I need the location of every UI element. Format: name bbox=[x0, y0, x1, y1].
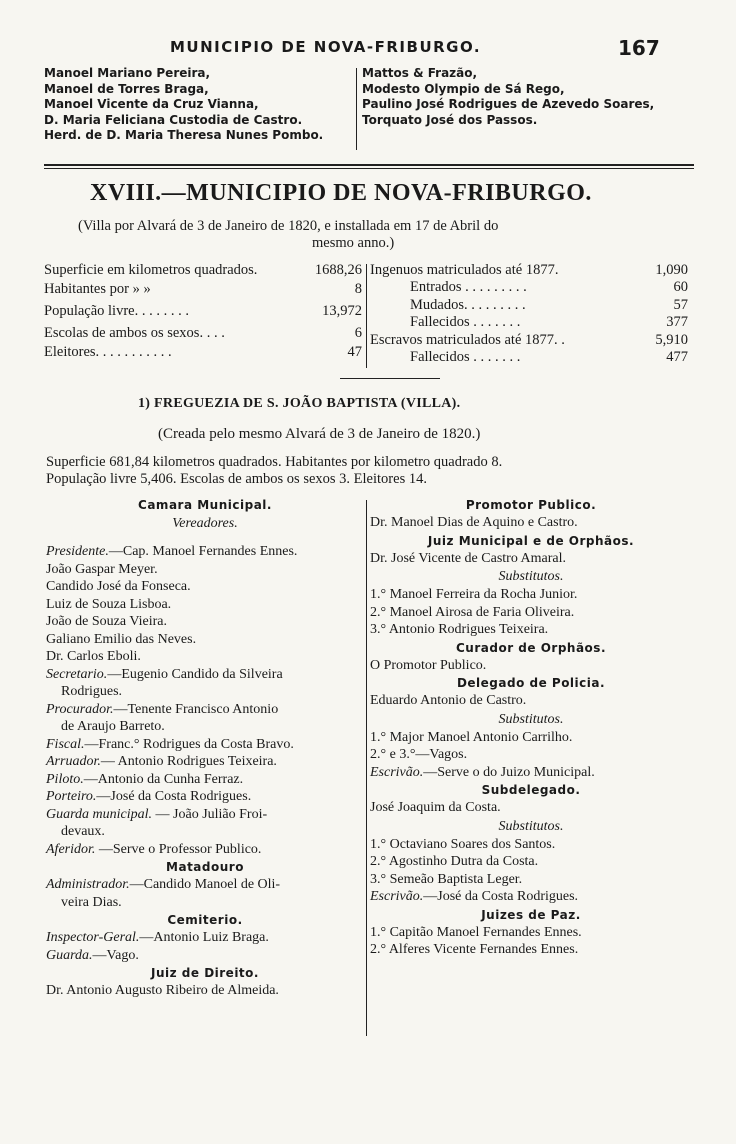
official-continued: veira Dias. bbox=[61, 894, 122, 910]
stat-label: Escolas de ambos os sexos. . . . bbox=[44, 325, 225, 341]
column-heading: Matadouro bbox=[166, 860, 244, 874]
column-subheading: Substitutos. bbox=[498, 711, 564, 727]
stat-value: 60 bbox=[673, 279, 688, 296]
stat-row bbox=[44, 281, 362, 303]
official-role: Procurador. bbox=[46, 701, 114, 717]
stat-label: Ingenuos matriculados até 1877. bbox=[370, 262, 559, 278]
official-name: —José da Costa Rodrigues. bbox=[96, 789, 252, 804]
continuation-list-left bbox=[44, 66, 323, 144]
running-header: MUNICIPIO DE NOVA-FRIBURGO. bbox=[170, 38, 482, 56]
parish-info-line1: Superficie 681,84 kilometros quadrados. Habitantes por kilometro quadrado 8. bbox=[46, 454, 503, 470]
official-entry bbox=[370, 764, 692, 782]
statistics-right bbox=[370, 262, 688, 366]
official-name: — Antonio Rodrigues Teixeira. bbox=[100, 754, 277, 769]
stat-value: 13,972 bbox=[322, 303, 362, 319]
official-role: Piloto. bbox=[46, 771, 84, 787]
section-rule-thin bbox=[44, 168, 694, 169]
stat-row bbox=[370, 279, 688, 296]
official-line: 2.° Manoel Airosa de Faria Oliveira. bbox=[370, 604, 575, 620]
stat-value: 1,090 bbox=[655, 262, 688, 278]
continuation-name: Modesto Olympio de Sá Rego, bbox=[362, 81, 565, 96]
column-subheading: Substitutos. bbox=[498, 818, 564, 834]
official-line: João Gaspar Meyer. bbox=[46, 561, 158, 577]
official-line: Eduardo Antonio de Castro. bbox=[370, 693, 527, 708]
stat-value: 1688,26 bbox=[314, 262, 362, 278]
stat-value: 5,910 bbox=[655, 331, 688, 348]
official-entry bbox=[46, 771, 364, 789]
continuation-name: Manoel de Torres Braga, bbox=[44, 81, 209, 96]
short-rule bbox=[340, 378, 440, 379]
continuation-name: Torquato José dos Passos. bbox=[362, 112, 538, 127]
official-role: Guarda municipal. bbox=[46, 806, 153, 822]
official-role: Escrivão. bbox=[370, 889, 424, 904]
stat-value: 8 bbox=[354, 281, 362, 297]
column-heading: Camara Municipal. bbox=[138, 498, 272, 512]
official-entry bbox=[46, 753, 364, 771]
officials-left-column bbox=[46, 496, 364, 1000]
official-name: — João Julião Froi- bbox=[152, 806, 268, 822]
spacer bbox=[46, 533, 364, 543]
stat-label: Escravos matriculados até 1877. . bbox=[370, 331, 565, 348]
continuation-name: Manoel Vicente da Cruz Vianna, bbox=[44, 97, 259, 111]
stat-value: 377 bbox=[666, 314, 688, 331]
continuation-name: Herd. de D. Maria Theresa Nunes Pombo. bbox=[44, 128, 324, 142]
column-divider-top bbox=[356, 68, 357, 150]
official-entry bbox=[46, 947, 364, 965]
official-line: João de Souza Vieira. bbox=[46, 614, 167, 629]
column-divider-bottom bbox=[366, 500, 367, 1036]
stat-row bbox=[370, 297, 688, 314]
official-entry bbox=[46, 806, 364, 824]
official-entry bbox=[46, 876, 364, 894]
official-line: José Joaquim da Costa. bbox=[370, 800, 501, 815]
parish-info-line2: População livre 5,406. Escolas de ambos os sexos 3. Eleitores 14. bbox=[46, 471, 427, 487]
official-entry bbox=[46, 701, 364, 719]
section-title: XVIII.—MUNICIPIO DE NOVA-FRIBURGO. bbox=[90, 180, 592, 206]
official-line: 2.° e 3.°—Vagos. bbox=[370, 747, 468, 762]
column-subheading: Substitutos. bbox=[498, 569, 564, 584]
parish-title: 1) FREGUEZIA DE S. JOÃO BAPTISTA (VILLA). bbox=[138, 396, 461, 411]
continuation-name: Paulino José Rodrigues de Azevedo Soares, bbox=[362, 97, 655, 111]
stat-row bbox=[44, 344, 362, 361]
officials-right-column bbox=[370, 496, 692, 959]
stat-label: População livre. . . . . . . . bbox=[44, 303, 189, 319]
official-role: Presidente. bbox=[46, 544, 109, 559]
column-heading: Promotor Publico. bbox=[465, 498, 597, 512]
official-role: Aferidor. bbox=[46, 841, 96, 857]
official-entry bbox=[46, 929, 364, 947]
section-rule bbox=[44, 164, 694, 166]
official-line: 1.° Octaviano Soares dos Santos. bbox=[370, 836, 556, 852]
official-name: —José da Costa Rodrigues. bbox=[423, 889, 579, 904]
column-heading: Juizes de Paz. bbox=[481, 907, 581, 922]
official-name: —Serve o do Juizo Municipal. bbox=[423, 764, 595, 780]
official-name: —Vago. bbox=[92, 947, 139, 963]
stat-row bbox=[370, 262, 688, 279]
stat-row bbox=[370, 314, 688, 331]
official-line: Dr. Carlos Eboli. bbox=[46, 649, 141, 664]
official-name: —Cap. Manoel Fernandes Ennes. bbox=[108, 544, 298, 559]
official-name: —Candido Manoel de Oli- bbox=[129, 877, 281, 892]
official-line: 2.° Agostinho Dutra da Costa. bbox=[370, 854, 539, 869]
stat-label: Habitantes por » » bbox=[44, 281, 151, 297]
official-continued: de Araujo Barreto. bbox=[61, 719, 165, 734]
stat-label: Entrados . . . . . . . . . bbox=[410, 279, 527, 296]
official-line: 1.° Capitão Manoel Fernandes Ennes. bbox=[370, 924, 582, 940]
stat-value: 6 bbox=[354, 325, 362, 341]
stat-label: Mudados. . . . . . . . . bbox=[410, 296, 526, 313]
official-entry bbox=[46, 666, 364, 684]
column-heading: Juiz Municipal e de Orphãos. bbox=[427, 533, 635, 548]
continuation-name: D. Maria Feliciana Custodia de Castro. bbox=[44, 112, 303, 127]
official-entry bbox=[370, 888, 692, 906]
official-line: O Promotor Publico. bbox=[370, 657, 487, 673]
stat-label: Fallecidos . . . . . . . bbox=[410, 348, 521, 365]
official-role: Arruador. bbox=[46, 754, 101, 769]
official-line: Galiano Emilio das Neves. bbox=[46, 631, 197, 647]
stat-value: 57 bbox=[673, 296, 688, 313]
official-line: 1.° Major Manoel Antonio Carrilho. bbox=[370, 729, 573, 745]
official-line: 3.° Antonio Rodrigues Teixeira. bbox=[370, 622, 549, 637]
official-entry bbox=[46, 788, 364, 806]
official-role: Guarda. bbox=[46, 947, 93, 963]
official-line: Dr. José Vicente de Castro Amaral. bbox=[370, 550, 567, 566]
parish-note: (Creada pelo mesmo Alvará de 3 de Janeiro de 1820.) bbox=[158, 426, 481, 442]
stat-row bbox=[370, 349, 688, 366]
official-entry bbox=[46, 736, 364, 754]
official-line: Dr. Manoel Dias de Aquino e Castro. bbox=[370, 515, 578, 530]
official-role: Escrivão. bbox=[370, 764, 424, 780]
official-line: 2.° Alferes Vicente Fernandes Ennes. bbox=[370, 942, 579, 957]
continuation-name: Mattos & Frazão, bbox=[362, 66, 478, 80]
page-number: 167 bbox=[618, 36, 660, 60]
official-line: Candido José da Fonseca. bbox=[46, 579, 191, 594]
section-note-line1: (Villa por Alvará de 3 de Janeiro de 1820, e installada em 17 de Abril do bbox=[78, 218, 499, 234]
official-continued: Rodrigues. bbox=[61, 684, 123, 699]
column-heading: Juiz de Direito. bbox=[151, 966, 259, 980]
official-role: Inspector-Geral. bbox=[46, 930, 140, 945]
continuation-name: Manoel Mariano Pereira, bbox=[44, 66, 211, 80]
official-line: Dr. Antonio Augusto Ribeiro de Almeida. bbox=[46, 983, 279, 998]
continuation-list-right bbox=[362, 66, 654, 128]
official-name: —Serve o Professor Publico. bbox=[95, 841, 262, 857]
column-heading: Curador de Orphãos. bbox=[456, 640, 606, 655]
section-note-line2: mesmo anno.) bbox=[312, 235, 395, 251]
column-heading: Delegado de Policia. bbox=[456, 676, 606, 690]
column-heading: Cemiterio. bbox=[167, 913, 243, 927]
stat-row bbox=[370, 332, 688, 349]
official-role: Administrador. bbox=[46, 877, 130, 892]
column-subheading: Vereadores. bbox=[172, 516, 238, 531]
official-line: Luiz de Souza Lisboa. bbox=[46, 596, 172, 612]
official-continued: devaux. bbox=[61, 824, 105, 839]
official-name: —Antonio da Cunha Ferraz. bbox=[83, 771, 244, 787]
official-name: —Franc.° Rodrigues da Costa Bravo. bbox=[84, 736, 294, 752]
stats-divider bbox=[366, 264, 367, 368]
official-role: Secretario. bbox=[46, 666, 108, 682]
stat-row bbox=[44, 262, 362, 281]
stat-row bbox=[44, 303, 362, 325]
stat-row bbox=[44, 325, 362, 344]
official-role: Porteiro. bbox=[46, 789, 97, 804]
stat-value: 47 bbox=[347, 344, 362, 360]
official-name: —Tenente Francisco Antonio bbox=[113, 701, 279, 717]
official-entry bbox=[46, 841, 364, 859]
official-entry bbox=[46, 543, 364, 561]
official-name: —Eugenio Candido da Silveira bbox=[107, 666, 283, 682]
stat-value: 477 bbox=[666, 348, 688, 365]
official-line: 1.° Manoel Ferreira da Rocha Junior. bbox=[370, 587, 578, 602]
official-role: Fiscal. bbox=[46, 736, 85, 752]
official-line: 3.° Semeão Baptista Leger. bbox=[370, 871, 523, 887]
official-name: —Antonio Luiz Braga. bbox=[139, 930, 269, 945]
column-heading: Subdelegado. bbox=[481, 783, 581, 797]
stat-label: Superficie em kilometros quadrados. bbox=[44, 262, 258, 278]
statistics-left bbox=[44, 262, 362, 361]
stat-label: Eleitores. . . . . . . . . . . bbox=[44, 344, 172, 360]
stat-label: Fallecidos . . . . . . . bbox=[410, 314, 521, 331]
